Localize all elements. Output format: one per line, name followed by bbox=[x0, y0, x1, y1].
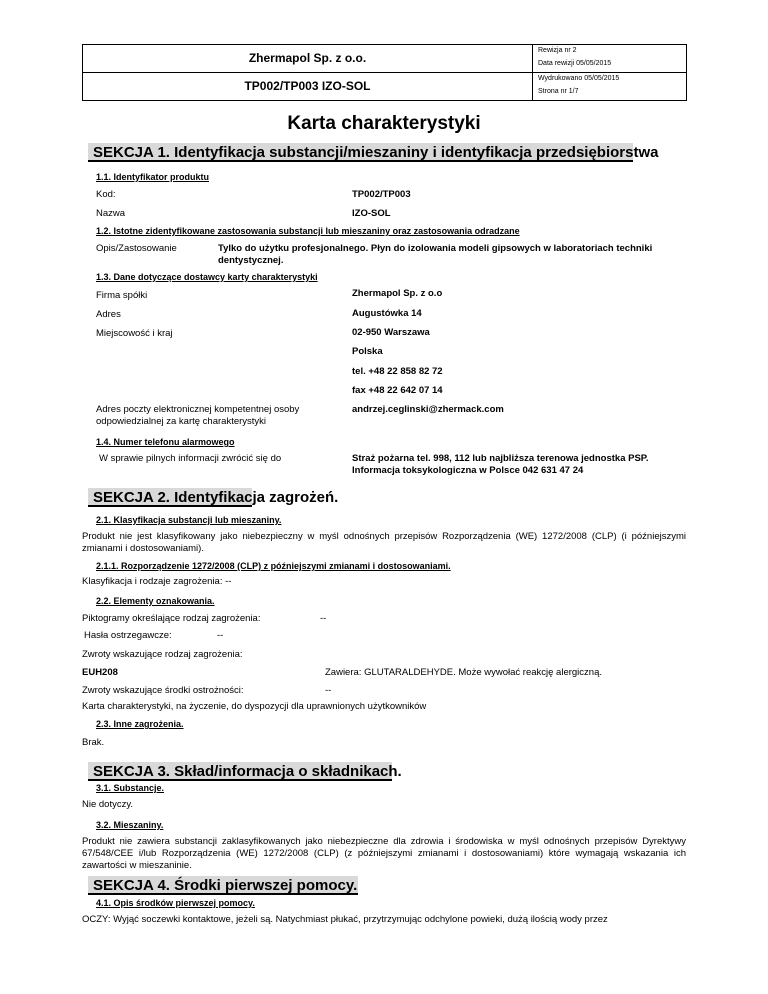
first-aid-eyes-text: OCZY: Wyjąć soczewki kontaktowe, jeżeli są. Natychmiast płukać, przytrzymując odchylone powieki, dużą ilością wody przez bbox=[82, 914, 608, 925]
adres-label: Adres bbox=[96, 309, 121, 320]
revision-cell bbox=[533, 45, 686, 73]
nazwa-value: IZO-SOL bbox=[352, 208, 391, 219]
page-number: Strona nr 1/7 bbox=[538, 88, 579, 95]
print-date: Wydrukowano 05/05/2015 bbox=[538, 75, 620, 82]
section-3-1-title: 3.1. Substancje. bbox=[96, 783, 165, 793]
email-value: andrzej.ceglinski@zhermack.com bbox=[352, 404, 504, 415]
fax-value: fax +48 22 642 07 14 bbox=[352, 385, 443, 396]
section-1-4-title: 1.4. Numer telefonu alarmowego bbox=[96, 437, 235, 447]
precautionary-value: -- bbox=[325, 685, 332, 696]
alarm-value: Straż pożarna tel. 998, 112 lub najbliższa terenowa jednostka PSP. Informacja toksykologiczna w Polsce 042 631 47 24 bbox=[352, 453, 649, 476]
section-3-heading: SEKCJA 3. Skład/informacja o składnikach. bbox=[88, 762, 392, 781]
product-code: TP002/TP003 IZO-SOL bbox=[83, 73, 533, 100]
hazard-statements-label: Zwroty wskazujące rodzaj zagrożenia: bbox=[82, 649, 243, 660]
section-1-heading: SEKCJA 1. Identyfikacja substancji/mieszaniny i identyfikacja przedsiębiorstwa bbox=[88, 143, 633, 162]
section-2-heading: SEKCJA 2. Identyfikacja zagrożeń. bbox=[88, 488, 252, 507]
company-name: Zhermapol Sp. z o.o. bbox=[83, 45, 533, 73]
section-2-1-title: 2.1. Klasyfikacja substancji lub mieszaniny. bbox=[96, 515, 282, 525]
section-1-3-title: 1.3. Dane dotyczące dostawcy karty charakterystyki bbox=[96, 272, 318, 282]
mixtures-text: Produkt nie zawiera substancji zaklasyfikowanych jako niebezpieczne dla zdrowia i środowiska w myśl odnośnych przepisów Dyrektywy 67/548/CEE i/lub Rozporządzenia (WE) 1272/2008 (CLP) (z późniejszymi zmianami i dostosowaniami) które wymagają wskazania ich zawartości w mieszaninie. bbox=[82, 836, 686, 871]
classification-text: Produkt nie jest klasyfikowany jako niebezpieczny w myśl odnośnych przepisów Rozporządzenia (WE) 1272/2008 (CLP) (i późniejszymi zmianami i dostosowaniami). bbox=[82, 531, 686, 554]
alarm-label: W sprawie pilnych informacji zwrócić się do bbox=[99, 453, 282, 464]
document-title: Karta charakterystyki bbox=[287, 113, 481, 134]
opis-value: Tylko do użytku profesjonalnego. Płyn do izolowania modeli gipsowych w laboratoriach techniki dentystycznej. bbox=[218, 243, 653, 266]
revision-number: Rewizja nr 2 bbox=[538, 47, 577, 54]
section-2-2-title: 2.2. Elementy oznakowania. bbox=[96, 596, 215, 606]
euh-code: EUH208 bbox=[82, 667, 118, 678]
pictograms-value: -- bbox=[320, 613, 327, 624]
sds-availability: Karta charakterystyki, na życzenie, do dyspozycji dla uprawnionych użytkowników bbox=[82, 701, 427, 712]
firma-value: Zhermapol Sp. z o.o bbox=[352, 288, 443, 299]
revision-date: Data rewizji 05/05/2015 bbox=[538, 60, 612, 67]
pictograms-label: Piktogramy określające rodzaj zagrożenia: bbox=[82, 613, 261, 624]
phone-value: tel. +48 22 858 82 72 bbox=[352, 366, 443, 377]
classification-hazards: Klasyfikacja i rodzaje zagrożenia: -- bbox=[82, 576, 232, 587]
firma-label: Firma spółki bbox=[96, 290, 148, 301]
substances-value: Nie dotyczy. bbox=[82, 799, 134, 810]
signal-words-label: Hasła ostrzegawcze: bbox=[84, 630, 172, 641]
euh-text: Zawiera: GLUTARALDEHYDE. Może wywołać reakcję alergiczną. bbox=[325, 667, 602, 678]
section-3-2-title: 3.2. Mieszaniny. bbox=[96, 820, 164, 830]
kod-value: TP002/TP003 bbox=[352, 189, 411, 200]
section-4-heading: SEKCJA 4. Środki pierwszej pomocy. bbox=[88, 876, 358, 895]
section-1-1-title: 1.1. Identyfikator produktu bbox=[96, 172, 210, 182]
section-4-1-title: 4.1. Opis środków pierwszej pomocy. bbox=[96, 898, 255, 908]
nazwa-label: Nazwa bbox=[96, 208, 126, 219]
section-2-1-1-title: 2.1.1. Rozporządzenie 1272/2008 (CLP) z późniejszymi zmianami i dostosowaniami. bbox=[96, 561, 451, 571]
other-hazards-value: Brak. bbox=[82, 737, 105, 748]
adres-value: Augustówka 14 bbox=[352, 308, 422, 319]
document-header bbox=[82, 44, 687, 101]
kod-label: Kod: bbox=[96, 189, 116, 200]
section-1-2-title: 1.2. Istotne zidentyfikowane zastosowania substancji lub mieszaniny oraz zastosowania odradzane bbox=[96, 226, 520, 236]
country-value: Polska bbox=[352, 346, 383, 357]
opis-label: Opis/Zastosowanie bbox=[96, 243, 177, 254]
precautionary-label: Zwroty wskazujące środki ostrożności: bbox=[82, 685, 244, 696]
signal-words-value: -- bbox=[217, 630, 224, 641]
print-cell bbox=[533, 73, 686, 100]
miejscowosc-label: Miejscowość i kraj bbox=[96, 328, 173, 339]
miejscowosc-value: 02-950 Warszawa bbox=[352, 327, 430, 338]
section-2-3-title: 2.3. Inne zagrożenia. bbox=[96, 719, 184, 729]
email-label: Adres poczty elektronicznej kompetentnej osoby odpowiedzialnej za kartę charakterystyki bbox=[96, 404, 300, 427]
